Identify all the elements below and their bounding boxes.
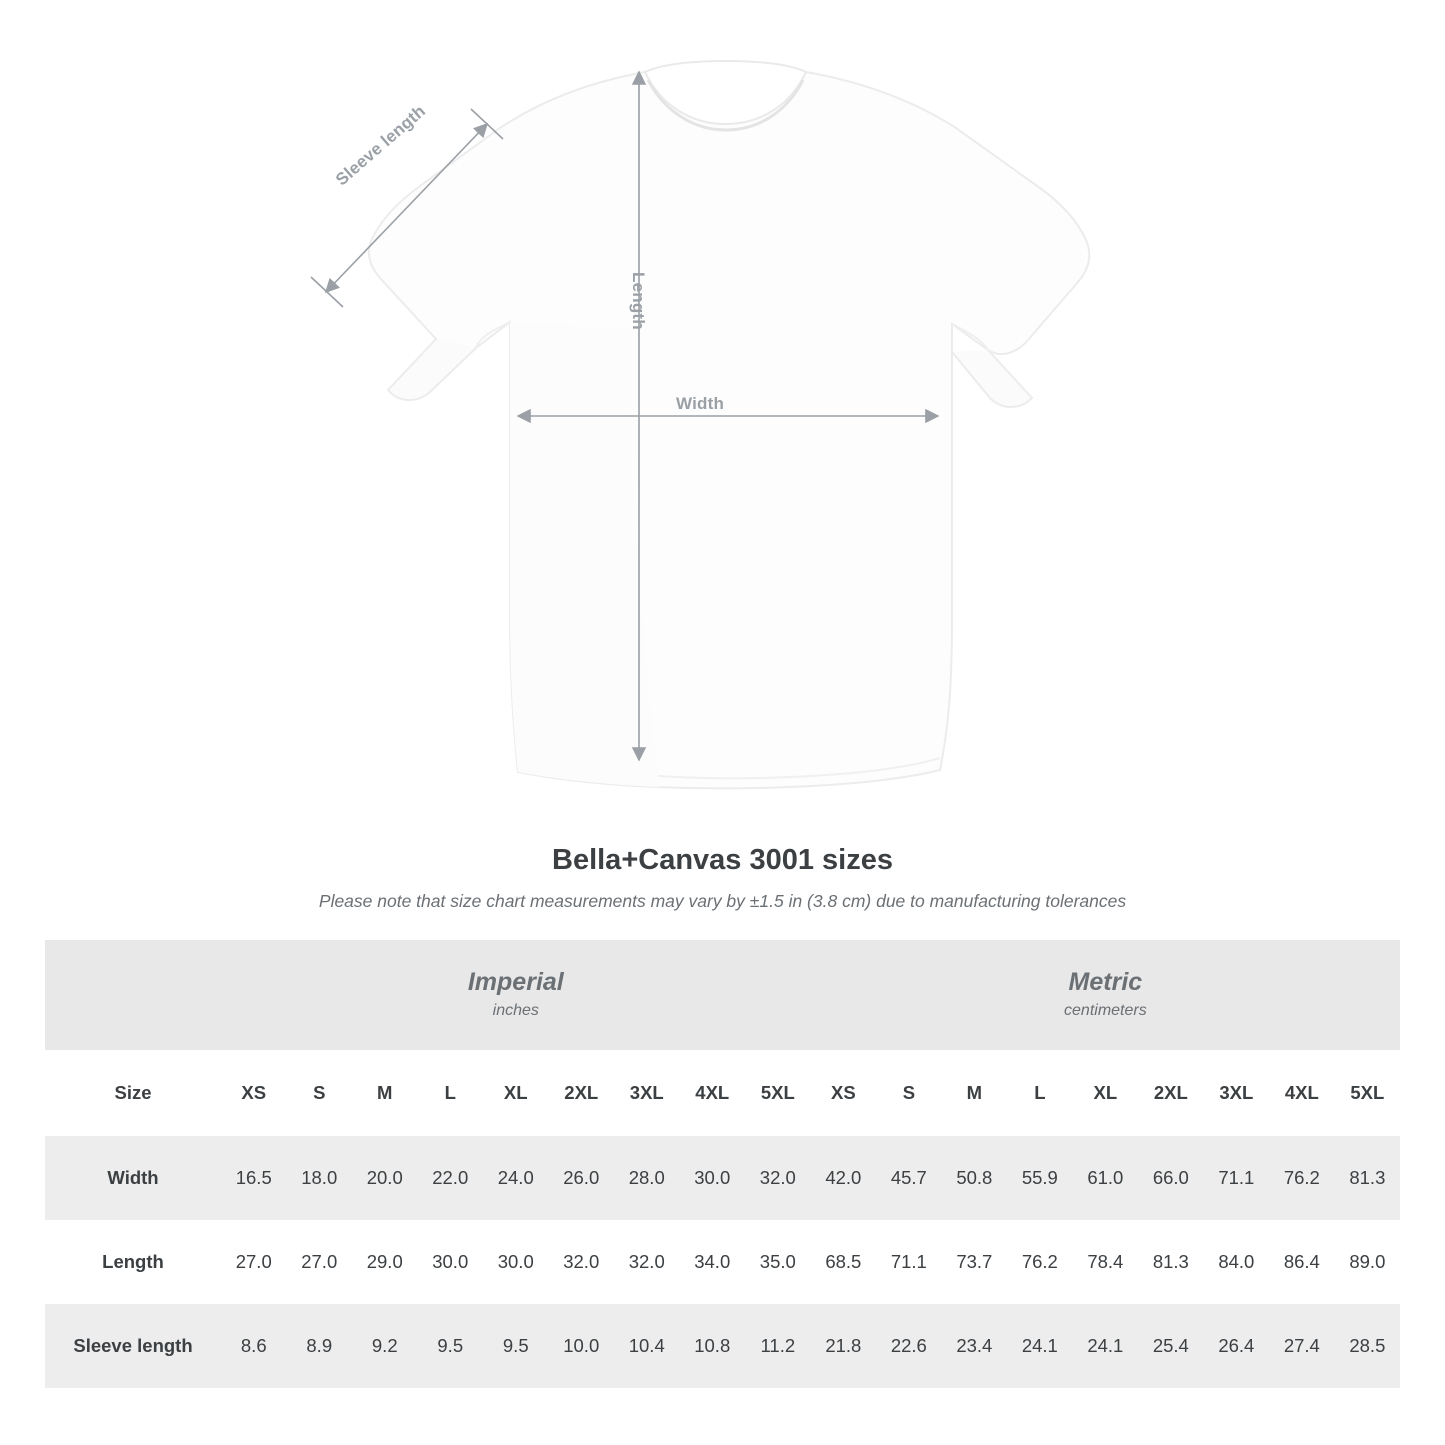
unit-group-metric-sub: centimeters — [1064, 1001, 1147, 1019]
cell-width-imperial-l: 22.0 — [418, 1136, 484, 1220]
row-label-width: Width — [45, 1136, 221, 1220]
cell-width-metric-m: 50.8 — [942, 1136, 1008, 1220]
table-row — [45, 1304, 1400, 1388]
cell-width-metric-s: 45.7 — [876, 1136, 942, 1220]
cell-sleeve-imperial-m: 9.2 — [352, 1304, 418, 1388]
size-header-metric-4xl: 4XL — [1269, 1050, 1335, 1136]
size-header-metric-3xl: 3XL — [1204, 1050, 1270, 1136]
cell-length-imperial-xs: 27.0 — [221, 1220, 287, 1304]
cell-sleeve-imperial-5xl: 11.2 — [745, 1304, 811, 1388]
cell-length-metric-3xl: 84.0 — [1204, 1220, 1270, 1304]
unit-group-metric-name: Metric — [1068, 968, 1143, 997]
page-title: Bella+Canvas 3001 sizes — [552, 844, 893, 876]
unit-header-row — [45, 940, 1400, 1050]
cell-length-imperial-m: 29.0 — [352, 1220, 418, 1304]
cell-length-metric-s: 71.1 — [876, 1220, 942, 1304]
cell-sleeve-imperial-3xl: 10.4 — [614, 1304, 680, 1388]
cell-length-imperial-l: 30.0 — [418, 1220, 484, 1304]
unit-group-imperial — [221, 940, 811, 1050]
cell-length-imperial-4xl: 34.0 — [680, 1220, 746, 1304]
unit-group-metric — [811, 940, 1401, 1050]
size-header-metric-s: S — [876, 1050, 942, 1136]
size-header-imperial-5xl: 5XL — [745, 1050, 811, 1136]
width-label: Width — [676, 394, 725, 413]
cell-width-metric-l: 55.9 — [1007, 1136, 1073, 1220]
cell-length-imperial-2xl: 32.0 — [549, 1220, 615, 1304]
cell-sleeve-metric-4xl: 27.4 — [1269, 1304, 1335, 1388]
size-header-metric-xs: XS — [811, 1050, 877, 1136]
size-header-metric-m: M — [942, 1050, 1008, 1136]
size-header-imperial-2xl: 2XL — [549, 1050, 615, 1136]
size-header-imperial-xs: XS — [221, 1050, 287, 1136]
cell-sleeve-imperial-4xl: 10.8 — [680, 1304, 746, 1388]
cell-length-imperial-xl: 30.0 — [483, 1220, 549, 1304]
cell-sleeve-metric-l: 24.1 — [1007, 1304, 1073, 1388]
cell-sleeve-metric-s: 22.6 — [876, 1304, 942, 1388]
cell-sleeve-metric-xl: 24.1 — [1073, 1304, 1139, 1388]
cell-length-metric-5xl: 89.0 — [1335, 1220, 1401, 1304]
cell-length-imperial-3xl: 32.0 — [614, 1220, 680, 1304]
cell-length-metric-xs: 68.5 — [811, 1220, 877, 1304]
cell-width-metric-5xl: 81.3 — [1335, 1136, 1401, 1220]
cell-width-imperial-xs: 16.5 — [221, 1136, 287, 1220]
size-header-metric-5xl: 5XL — [1335, 1050, 1401, 1136]
unit-header-spacer — [45, 940, 221, 1050]
cell-sleeve-imperial-2xl: 10.0 — [549, 1304, 615, 1388]
cell-width-metric-xl: 61.0 — [1073, 1136, 1139, 1220]
cell-length-metric-2xl: 81.3 — [1138, 1220, 1204, 1304]
cell-length-metric-xl: 78.4 — [1073, 1220, 1139, 1304]
cell-sleeve-imperial-l: 9.5 — [418, 1304, 484, 1388]
cell-sleeve-imperial-s: 8.9 — [287, 1304, 353, 1388]
size-header-metric-l: L — [1007, 1050, 1073, 1136]
tshirt-shape — [369, 61, 1089, 788]
title-block — [0, 844, 1445, 912]
cell-length-metric-m: 73.7 — [942, 1220, 1008, 1304]
size-header-imperial-xl: XL — [483, 1050, 549, 1136]
cell-sleeve-metric-xs: 21.8 — [811, 1304, 877, 1388]
cell-length-imperial-5xl: 35.0 — [745, 1220, 811, 1304]
cell-width-imperial-5xl: 32.0 — [745, 1136, 811, 1220]
size-header-metric-2xl: 2XL — [1138, 1050, 1204, 1136]
row-label-length: Length — [45, 1220, 221, 1304]
cell-sleeve-metric-5xl: 28.5 — [1335, 1304, 1401, 1388]
cell-width-imperial-4xl: 30.0 — [680, 1136, 746, 1220]
size-header-metric-xl: XL — [1073, 1050, 1139, 1136]
cell-sleeve-imperial-xs: 8.6 — [221, 1304, 287, 1388]
size-header-label: Size — [45, 1050, 221, 1136]
sleeve-length-label: Sleeve length — [332, 101, 430, 190]
length-label: Length — [629, 272, 648, 330]
cell-width-metric-3xl: 71.1 — [1204, 1136, 1270, 1220]
size-header-imperial-3xl: 3XL — [614, 1050, 680, 1136]
cell-width-imperial-3xl: 28.0 — [614, 1136, 680, 1220]
cell-length-imperial-s: 27.0 — [287, 1220, 353, 1304]
cell-width-imperial-xl: 24.0 — [483, 1136, 549, 1220]
cell-width-metric-2xl: 66.0 — [1138, 1136, 1204, 1220]
cell-sleeve-metric-3xl: 26.4 — [1204, 1304, 1270, 1388]
size-header-imperial-m: M — [352, 1050, 418, 1136]
cell-width-imperial-s: 18.0 — [287, 1136, 353, 1220]
cell-sleeve-imperial-xl: 9.5 — [483, 1304, 549, 1388]
cell-width-metric-4xl: 76.2 — [1269, 1136, 1335, 1220]
size-header-imperial-4xl: 4XL — [680, 1050, 746, 1136]
unit-group-imperial-sub: inches — [492, 1001, 539, 1019]
size-header-row — [45, 1050, 1400, 1136]
size-header-imperial-l: L — [418, 1050, 484, 1136]
cell-sleeve-metric-2xl: 25.4 — [1138, 1304, 1204, 1388]
table-row — [45, 1136, 1400, 1220]
tolerance-note: Please note that size chart measurements may vary by ±1.5 in (3.8 cm) due to manufacturing tolerances — [318, 891, 1127, 911]
unit-group-imperial-name: Imperial — [467, 968, 564, 997]
table-row — [45, 1220, 1400, 1304]
cell-width-metric-xs: 42.0 — [811, 1136, 877, 1220]
cell-width-imperial-m: 20.0 — [352, 1136, 418, 1220]
cell-length-metric-l: 76.2 — [1007, 1220, 1073, 1304]
size-header-imperial-s: S — [287, 1050, 353, 1136]
size-chart-table — [45, 940, 1400, 1388]
cell-length-metric-4xl: 86.4 — [1269, 1220, 1335, 1304]
cell-width-imperial-2xl: 26.0 — [549, 1136, 615, 1220]
row-label-sleeve-length: Sleeve length — [45, 1304, 221, 1388]
cell-sleeve-metric-m: 23.4 — [942, 1304, 1008, 1388]
size-table-wrapper — [45, 940, 1400, 1388]
